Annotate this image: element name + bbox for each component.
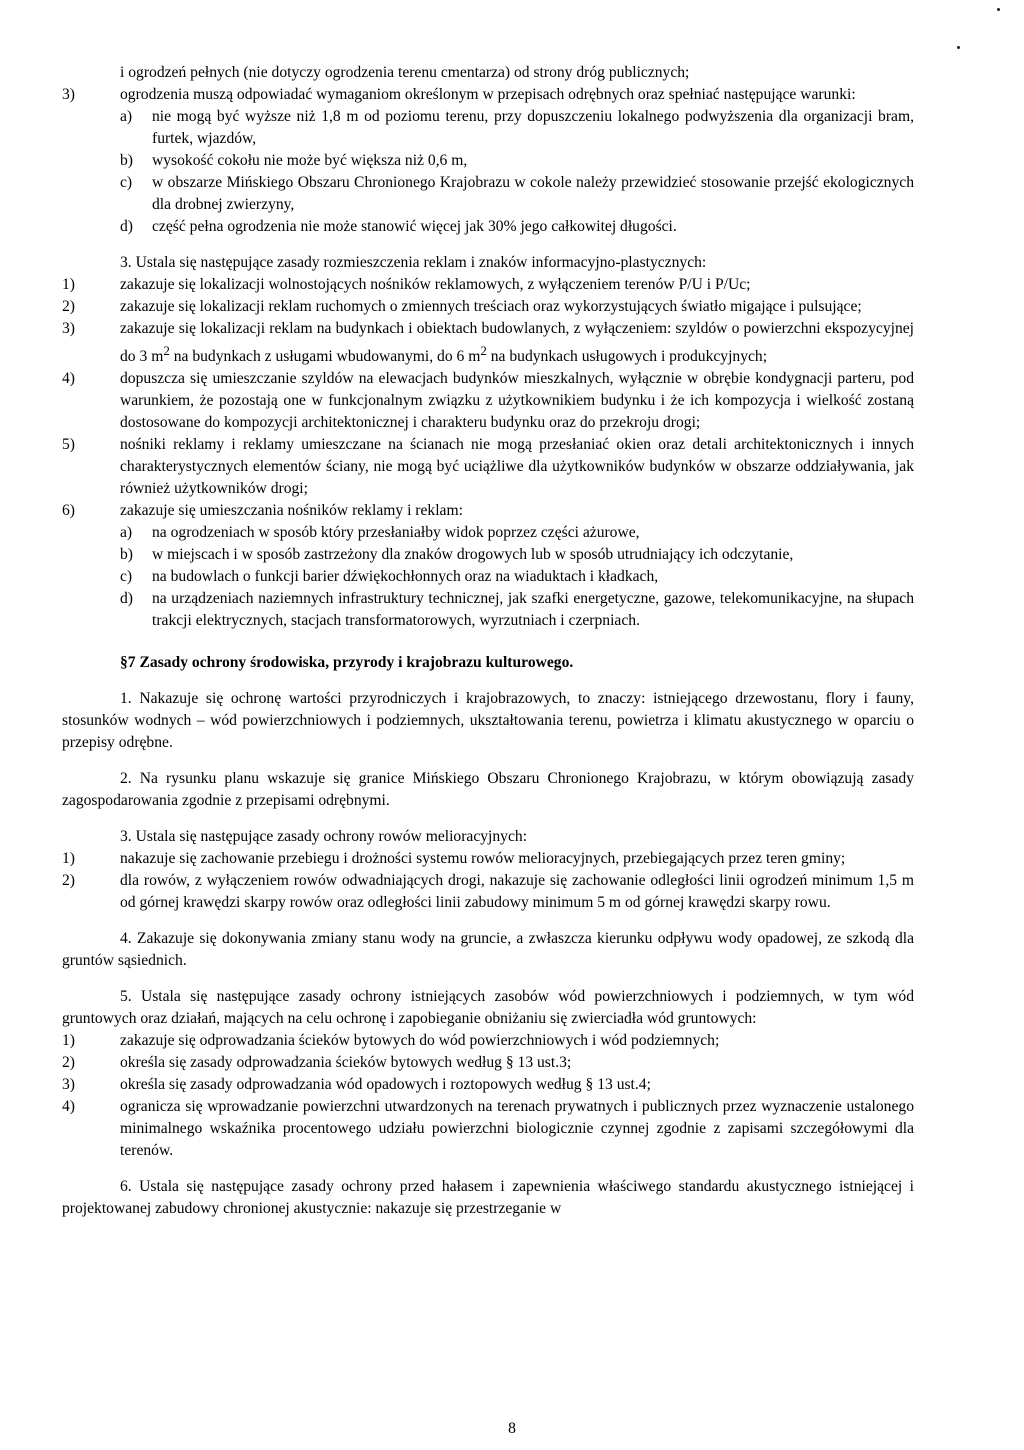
- sub-item: d) na urządzeniach naziemnych infrastruktury technicznej, jak szafki energetyczne, gazowe, telekomunikacyjne, na słupach trakcji elektrycznych, stacjach transformatorowych, wyrzutniach i czerpniach.: [120, 590, 914, 630]
- page-number: 8: [508, 1420, 516, 1437]
- list-item: 1) zakazuje się odprowadzania ścieków bytowych do wód powierzchniowych i wód podziemnych;: [62, 1032, 720, 1050]
- list-item: 2) dla rowów, z wyłączeniem rowów odwadniających drogi, nakazuje się zachowanie odległości linii ogrodzeń minimum 1,5 m od górnej krawędzi skarpy rowów oraz odległości linii zabudowy minimum 5 m od górnej krawędzi skarpy rowu.: [62, 872, 914, 912]
- sub-item: b) wysokość cokołu nie może być większa niż 0,6 m,: [120, 152, 468, 169]
- list-item: 4) ogranicza się wprowadzanie powierzchni utwardzonych na terenach prywatnych i publicznych przez wyznaczenie ustalonego minimalnego wskaźnika procentowego udziału powierzchni biologicznie czynnej zgodnie z zapisami szczegółowymi dla terenów.: [62, 1098, 914, 1160]
- scan-speck: [957, 46, 960, 49]
- paragraph: 3. Ustala się następujące zasady ochrony rowów melioracyjnych:: [120, 828, 528, 846]
- list-item: 3) określa się zasady odprowadzania wód opadowych i roztopowych według § 13 ust.4;: [62, 1076, 651, 1094]
- paragraph: 3. Ustala się następujące zasady rozmieszczenia reklam i znaków informacyjno-plastycznych:: [120, 254, 707, 271]
- list-item: 2) zakazuje się lokalizacji reklam ruchomych o zmiennych treściach oraz wykorzystujących światło migające i pulsujące;: [62, 298, 862, 315]
- scan-speck: [997, 8, 1000, 11]
- list-item: 5) nośniki reklamy i reklamy umieszczane na ścianach nie mogą przesłaniać okien oraz detali architektonicznych i innych charakterystycznych elementów ściany, nie mogą być uciążliwe dla użytkowników budynków w obszarze oddziaływania, jak również użytkowników drogi;: [62, 436, 914, 498]
- sub-item: c) w obszarze Mińskiego Obszaru Chronionego Krajobrazu w cokole należy przewidzieć stosowanie przejść ekologicznych dla drobnej zwierzyny,: [120, 174, 914, 213]
- list-item: 1) nakazuje się zachowanie przebiegu i drożności systemu rowów melioracyjnych, przebiegających przez teren gminy;: [62, 850, 846, 868]
- list-item: 3) ogrodzenia muszą odpowiadać wymaganiom określonym w przepisach odrębnych oraz spełniać następujące warunki:: [62, 86, 856, 103]
- paragraph: 1. Nakazuje się ochronę wartości przyrodniczych i krajobrazowych, to znaczy: istniejącego drzewostanu, flory i fauny, stosunków wodnych – wód powierzchniowych i podziemnych, ukształtowania terenu, powietrza i klimatu akustycznego w oparciu o przepisy odrębne.: [62, 690, 914, 752]
- section-heading: §7 Zasady ochrony środowiska, przyrody i krajobrazu kulturowego.: [120, 654, 574, 672]
- sub-item: d) część pełna ogrodzenia nie może stanowić więcej jak 30% jego całkowitej długości.: [120, 218, 677, 235]
- paragraph: 6. Ustala się następujące zasady ochrony przed hałasem i zapewnienia właściwego standardu akustycznego istniejącej i projektowanej zabudowy chronionej akustycznie: nakazuje się przestrzeganie w: [62, 1178, 914, 1218]
- sub-item: a) nie mogą być wyższe niż 1,8 m od poziomu terenu, przy dopuszczeniu lokalnego podwyższenia dla organizacji bram, furtek, wjazdów,: [120, 108, 914, 147]
- sub-item: a) na ogrodzeniach w sposób który przesłaniałby widok poprzez części ażurowe,: [120, 524, 640, 542]
- page-body: [0, 62, 1024, 1220]
- paragraph: 2. Na rysunku planu wskazuje się granice Mińskiego Obszaru Chronionego Krajobrazu, w którym obowiązują zasady zagospodarowania zgodnie z przepisami odrębnymi.: [62, 770, 914, 810]
- sub-item: b) w miejscach i w sposób zastrzeżony dla znaków drogowych lub w sposób utrudniający ich odczytanie,: [120, 546, 794, 564]
- list-item: 3) zakazuje się lokalizacji reklam na budynkach i obiektach budowlanych, z wyłączeniem: szyldów o powierzchni ekspozycyjnej do 3 $m^2$ na budynkach z usługami wbudowanymi, do 6 $m^2$ na budynkach usługowych i produkcyjnych;: [62, 320, 914, 366]
- paragraph: 4. Zakazuje się dokonywania zmiany stanu wody na gruncie, a zwłaszcza kierunku odpływu wody opadowej, ze szkodą dla gruntów sąsiednich.: [62, 930, 914, 970]
- list-item: 2) określa się zasady odprowadzania ścieków bytowych według § 13 ust.3;: [62, 1054, 572, 1072]
- list-item: 6) zakazuje się umieszczania nośników reklamy i reklam:: [62, 502, 463, 520]
- list-item: 1) zakazuje się lokalizacji wolnostojących nośników reklamowych, z wyłączeniem terenów P/U i P/Uc;: [62, 276, 751, 293]
- sub-item: c) na budowlach o funkcji barier dźwiękochłonnych oraz na wiaduktach i kładkach,: [120, 568, 659, 586]
- paragraph: 5. Ustala się następujące zasady ochrony istniejących zasobów wód powierzchniowych i podziemnych, w tym wód gruntowych oraz działań, mających na celu ochronę i zapobieganie obniżaniu się zwierciadła wód gruntowych:: [62, 988, 914, 1028]
- list-item: 4) dopuszcza się umieszczanie szyldów na elewacjach budynków mieszkalnych, wyłącznie w obrębie kondygnacji parteru, pod warunkiem, że pozostają one w funkcjonalnym związku z użytkownikiem budynku i że ich kompozycja i wielkość zostaną dostosowane do kompozycji architektonicznej i charakteru budynku oraz do przekroju drogi;: [62, 370, 914, 432]
- continuation-line: i ogrodzeń pełnych (nie dotyczy ogrodzenia terenu cmentarza) od strony dróg publicznych;: [120, 64, 690, 81]
